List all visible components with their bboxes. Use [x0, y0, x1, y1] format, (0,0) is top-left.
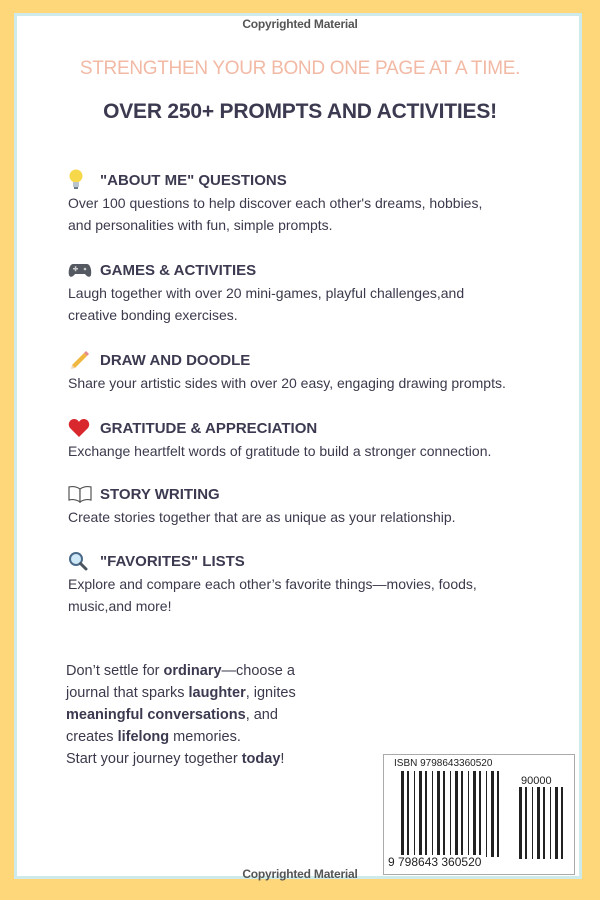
watermark-top: Copyrighted Material — [242, 17, 358, 31]
closing-text: journal that sparks — [66, 685, 189, 701]
description-line: creative bonding exercises. — [68, 307, 238, 323]
emphasis-text: meaningful conversations — [66, 707, 246, 723]
closing-text: , and — [245, 707, 278, 723]
description-line: Laugh together with over 20 mini-games, playful challenges,and — [68, 285, 465, 301]
description-line: Over 100 questions to help discover each other's dreams, hobbies, — [68, 195, 483, 211]
barcode-bar — [519, 787, 522, 859]
description-line: Share your artistic sides with over 20 easy, engaging drawing prompts. — [68, 375, 506, 391]
description-line: Explore and compare each other’s favorite things—movies, foods, — [68, 576, 477, 592]
feature-heading — [68, 416, 573, 440]
feature-heading — [68, 549, 573, 573]
closing-text: —choose a — [221, 663, 295, 679]
barcode-bar — [407, 771, 409, 857]
barcode-bar — [525, 787, 527, 859]
feature-description — [68, 372, 573, 394]
feature-title: GAMES & ACTIVITIES — [100, 261, 257, 279]
lightbulb-icon — [68, 169, 94, 191]
feature-description — [68, 506, 573, 528]
closing-line — [66, 748, 366, 770]
closing-paragraph — [66, 660, 366, 770]
barcode-bar — [450, 771, 451, 857]
gamepad-icon — [68, 259, 94, 281]
feature-description — [68, 282, 573, 326]
description-line: and personalities with fun, simple prompts. — [68, 217, 333, 233]
feature-description — [68, 440, 573, 462]
closing-text: ! — [280, 751, 285, 767]
feature-heading — [68, 482, 573, 506]
barcode-bar — [561, 787, 563, 859]
feature-title: "ABOUT ME" QUESTIONS — [100, 171, 287, 189]
barcode-bar — [437, 771, 440, 857]
feature-heading — [68, 348, 573, 372]
isbn-label: ISBN 9798643360520 — [394, 758, 493, 769]
headline: OVER 250+ PROMPTS AND ACTIVITIES! — [103, 100, 497, 123]
feature-section — [68, 348, 573, 394]
closing-text: creates — [66, 729, 118, 745]
barcode-main — [401, 771, 505, 857]
barcode-bar — [401, 771, 404, 857]
barcode-bar — [491, 771, 494, 857]
feature-section — [68, 416, 573, 462]
closing-line — [66, 726, 366, 748]
closing-text: , ignites — [245, 685, 296, 701]
barcode-bar — [455, 771, 458, 857]
barcode-addon — [519, 787, 567, 859]
barcode-bar — [543, 787, 545, 859]
barcode-bar — [443, 771, 445, 857]
barcode-bar — [497, 771, 499, 857]
description-line: Exchange heartfelt words of gratitude to build a stronger connection. — [68, 443, 492, 459]
barcode-bar — [468, 771, 469, 857]
book-icon — [68, 483, 94, 505]
price-code: 90000 — [521, 775, 552, 787]
barcode-digits: 9 798643 360520 — [388, 855, 482, 869]
barcode-bar — [414, 771, 415, 857]
feature-description — [68, 573, 573, 617]
barcode-bar — [419, 771, 422, 857]
pencil-icon — [68, 349, 94, 371]
emphasis-text: today — [241, 751, 281, 767]
barcode-bar — [473, 771, 476, 857]
barcode-bar — [479, 771, 481, 857]
tagline: STRENGTHEN YOUR BOND ONE PAGE AT A TIME. — [79, 58, 521, 79]
barcode-bar — [461, 771, 463, 857]
feature-description — [68, 192, 573, 236]
description-line: Create stories together that are as unique as your relationship. — [68, 509, 456, 525]
feature-title: "FAVORITES" LISTS — [100, 552, 245, 570]
feature-heading — [68, 258, 573, 282]
barcode-bar — [555, 787, 558, 859]
isbn-barcode — [383, 754, 575, 875]
feature-section — [68, 168, 573, 236]
barcode-bar — [532, 787, 533, 859]
emphasis-text: laughter — [188, 685, 246, 701]
closing-text: Start your journey together — [66, 751, 242, 767]
feature-section — [68, 482, 573, 528]
emphasis-text: ordinary — [163, 663, 222, 679]
magnifier-icon — [68, 550, 94, 572]
closing-line — [66, 660, 366, 682]
closing-line — [66, 704, 366, 726]
feature-title: GRATITUDE & APPRECIATION — [100, 419, 318, 437]
feature-section — [68, 549, 573, 617]
feature-title: STORY WRITING — [100, 485, 220, 503]
closing-line — [66, 682, 366, 704]
barcode-bar — [537, 787, 540, 859]
emphasis-text: lifelong — [117, 729, 170, 745]
barcode-bar — [432, 771, 433, 857]
feature-title: DRAW AND DOODLE — [100, 351, 251, 369]
feature-section — [68, 258, 573, 326]
barcode-bar — [550, 787, 551, 859]
barcode-bar — [486, 771, 487, 857]
barcode-bar — [425, 771, 427, 857]
closing-text: Don’t settle for — [66, 663, 164, 679]
heart-icon — [68, 417, 94, 439]
feature-heading — [68, 168, 573, 192]
watermark-bottom: Copyrighted Material — [242, 867, 358, 881]
description-line: music,and more! — [68, 598, 172, 614]
closing-text: memories. — [169, 729, 241, 745]
